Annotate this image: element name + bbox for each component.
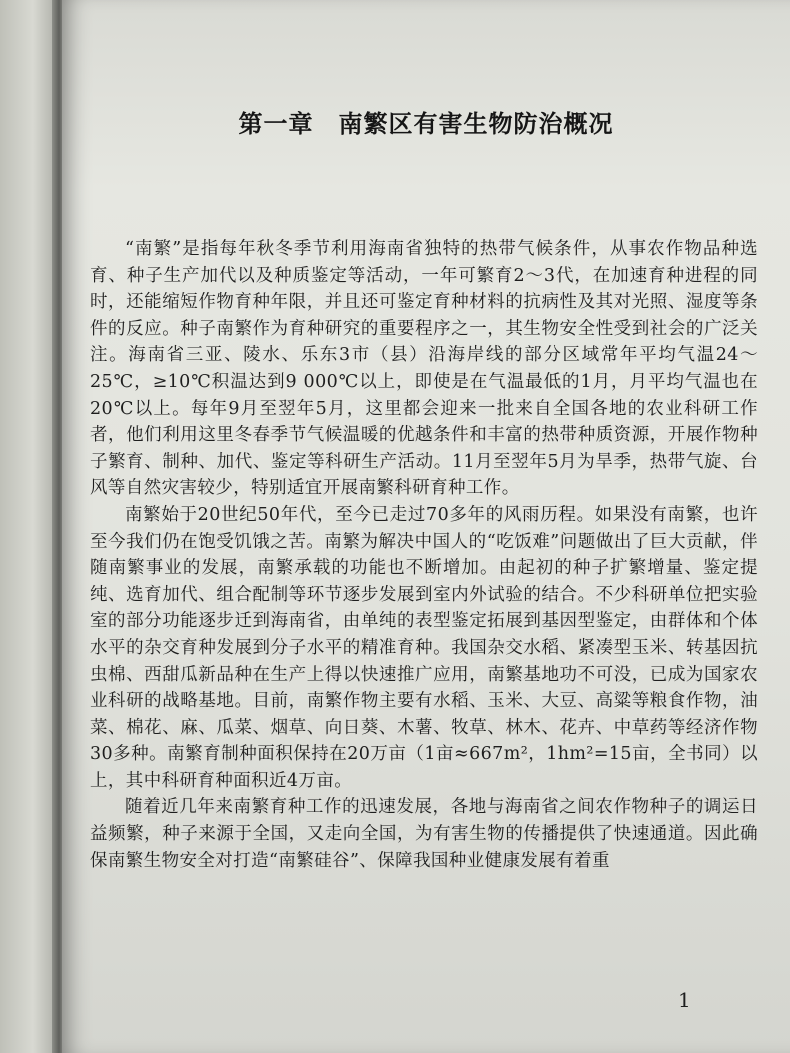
page-number: 1 xyxy=(678,988,691,1012)
book-page xyxy=(62,0,790,1053)
paragraph-1: “南繁”是指每年秋冬季节利用海南省独特的热带气候条件，从事农作物品种选育、种子生产加代以及种质鉴定等活动，一年可繁育2～3代，在加速育种进程的同时，还能缩短作物育种年限，并且还可鉴定育种材料的抗病性及其对光照、湿度等条件的反应。种子南繁作为育种研究的重要程序之一，其生物安全性受到社会的广泛关注。海南省三亚、陵水、乐东3市（县）沿海岸线的部分区域常年平均气温24～25℃，≥10℃积温达到9 000℃以上，即使是在气温最低的1月，月平均气温也在20℃以上。每年9月至翌年5月，这里都会迎来一批来自全国各地的农业科研工作者，他们利用这里冬春季节气候温暖的优越条件和丰富的热带种质资源，开展作物种子繁育、制种、加代、鉴定等科研生产活动。11月至翌年5月为旱季，热带气旋、台风等自然灾害较少，特别适宜开展南繁科研育种工作。 xyxy=(90,239,758,499)
body-text xyxy=(90,236,758,874)
paragraph-2: 南繁始于20世纪50年代，至今已走过70多年的风雨历程。如果没有南繁，也许至今我们仍在饱受饥饿之苦。南繁为解决中国人的“吃饭难”问题做出了巨大贡献，伴随南繁事业的发展，南繁承载的功能也不断增加。由起初的种子扩繁增量、鉴定提纯、选育加代、组合配制等环节逐步发展到室内外试验的结合。不少科研单位把实验室的部分功能逐步迁到海南省，由单纯的表型鉴定拓展到基因型鉴定，由群体和个体水平的杂交育种发展到分子水平的精准育种。我国杂交水稻、紧凑型玉米、转基因抗虫棉、西甜瓜新品种在生产上得以快速推广应用，南繁基地功不可没，已成为国家农业科研的战略基地。目前，南繁作物主要有水稻、玉米、大豆、高粱等粮食作物，油菜、棉花、麻、瓜菜、烟草、向日葵、木薯、牧草、林木、花卉、中草药等经济作物30多种。南繁育制种面积保持在20万亩（1亩≈667m²，1hm²=15亩，全书同）以上，其中科研育种面积近4万亩。 xyxy=(90,504,758,791)
paragraph-3: 随着近几年来南繁育种工作的迅速发展，各地与海南省之间农作物种子的调运日益频繁，种子来源于全国，又走向全国，为有害生物的传播提供了快速通道。因此确保南繁生物安全对打造“南繁硅谷”、保障我国种业健康发展有着重 xyxy=(90,797,758,871)
chapter-title: 第一章 南繁区有害生物防治概况 xyxy=(238,109,614,138)
facing-page-edge xyxy=(0,0,60,1053)
